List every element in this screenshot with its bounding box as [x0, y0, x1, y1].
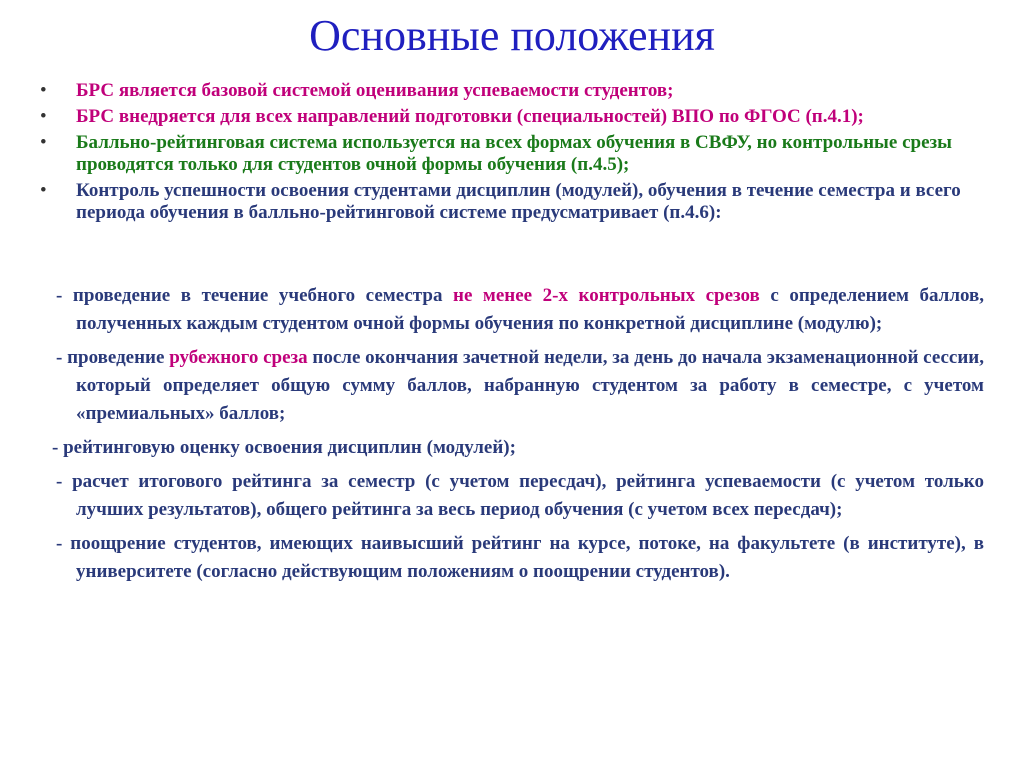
bullet-text: Контроль успешности освоения студентами дисциплин (модулей), обучения в течение семестра и всего периода обучения в балльно-рейтинговой системе предусматривает (п.4.6): — [76, 180, 961, 223]
subitem-final-rating: - расчет итогового рейтинга за семестр (с учетом пересдач), рейтинга успеваемости (с учетом только лучших результатов), общего рейтинга за весь период обучения (с учетом всех пересдач); — [56, 471, 984, 520]
subitem-control-slices — [56, 282, 984, 338]
bullet-item — [40, 106, 980, 128]
bullet-text: БРС является базовой системой оценивания успеваемости студентов; — [76, 80, 674, 101]
bullet-icon: • — [40, 106, 47, 127]
subitem-text: с определением баллов, полученных каждым студентом очной формы обучения по конкретной дисциплине (модулю); — [76, 285, 985, 334]
bullet-item — [40, 180, 980, 224]
bullet-item — [40, 132, 980, 176]
subitem-text: - проведение в течение учебного семестра — [56, 285, 453, 306]
bullet-icon: • — [40, 80, 47, 101]
slide-title: Основные положения — [309, 11, 715, 60]
subitem-milestone-slice — [56, 344, 984, 428]
subitem-student-reward: - поощрение студентов, имеющих наивысший рейтинг на курсе, потоке, на факультете (в институте), в университете (согласно действующим положениям о поощрении студентов). — [56, 533, 984, 582]
subitem-rating-assessment: - рейтинговую оценку освоения дисциплин (модулей); — [52, 437, 516, 458]
bullet-text: Балльно-рейтинговая система используется на всех формах обучения в СВФУ, но контрольные срезы проводятся только для студентов очной формы обучения (п.4.5); — [76, 132, 952, 175]
subitem-highlight: не менее 2-х контрольных срезов — [453, 285, 760, 306]
subitem-highlight: рубежного среза — [169, 347, 308, 368]
subitem-list — [52, 282, 985, 592]
bullet-item — [40, 80, 980, 102]
subitem-text: - проведение — [56, 347, 170, 368]
bullet-icon: • — [40, 132, 47, 153]
bullet-list — [40, 80, 980, 228]
subitem-text: после окончания зачетной недели, за день до начала экзаменационной сессии, который определяет общую сумму баллов, набранную студентом за работу в семестре, с учетом «премиальных» баллов; — [76, 347, 985, 424]
bullet-text: БРС внедряется для всех направлений подготовки (специальностей) ВПО по ФГОС (п.4.1); — [76, 106, 864, 127]
bullet-icon: • — [40, 180, 47, 201]
